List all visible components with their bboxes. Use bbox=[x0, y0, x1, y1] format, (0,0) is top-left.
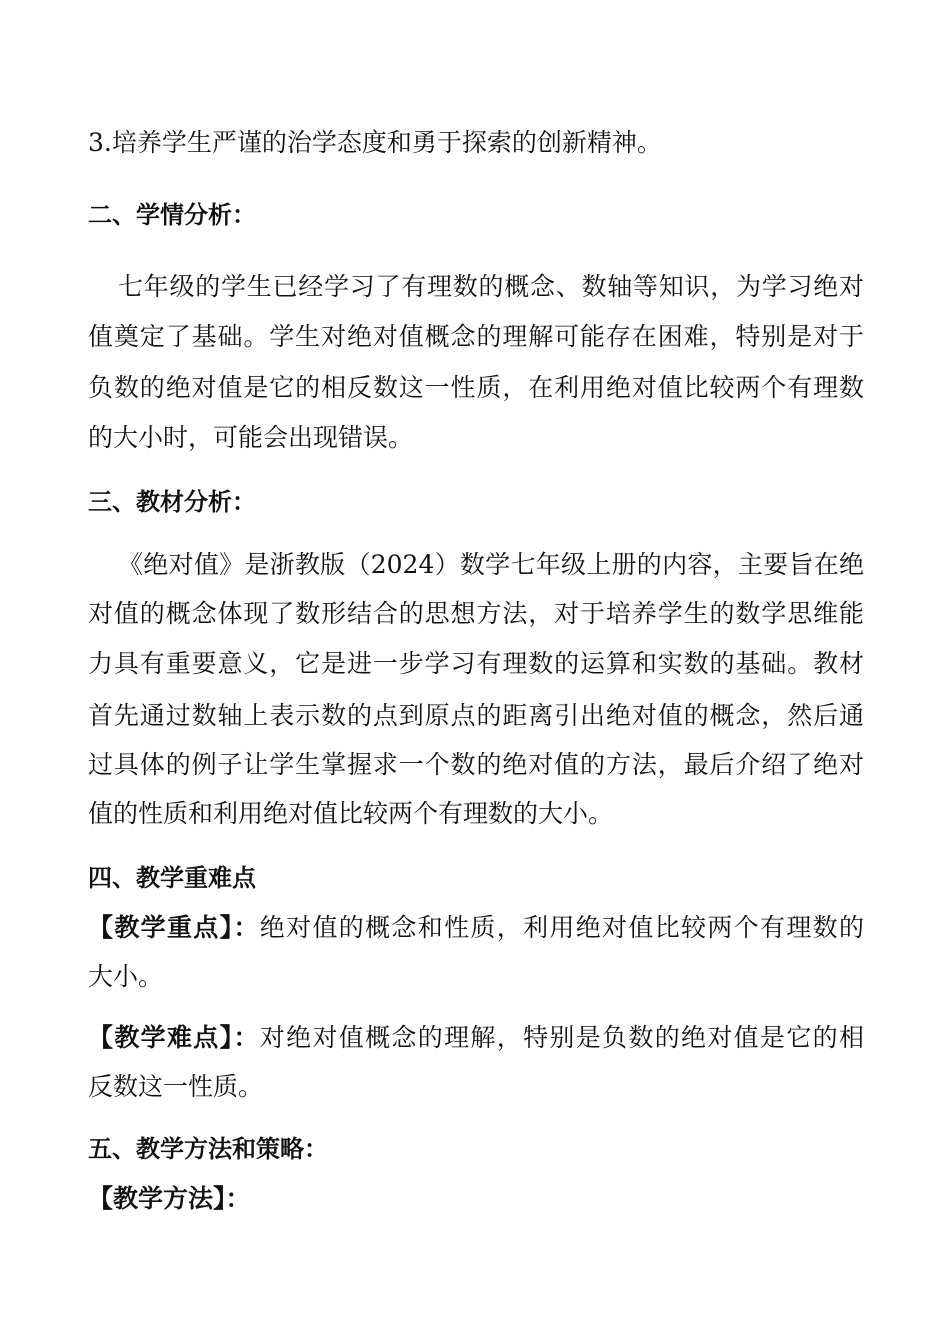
paragraph-line: 值奠定了基础。学生对绝对值概念的理解可能存在困难，特别是对于 bbox=[88, 322, 864, 351]
key-point-line bbox=[88, 911, 864, 945]
paragraph-line: 的大小时，可能会出现错误。 bbox=[88, 423, 414, 452]
difficult-point-text: 对绝对值概念的理解，特别是负数的绝对值是它的相 bbox=[259, 1023, 864, 1052]
paragraph-line: 力具有重要意义，它是进一步学习有理数的运算和实数的基础。教材 bbox=[88, 649, 864, 678]
paragraph-line: 对值的概念体现了数形结合的思想方法，对于培养学生的数学思维能 bbox=[88, 599, 864, 628]
key-point-text: 绝对值的概念和性质，利用绝对值比较两个有理数的 bbox=[259, 913, 864, 942]
objective-item-3: 3.培养学生严谨的治学态度和勇于探索的创新精神。 bbox=[88, 128, 662, 157]
section-heading-textbook-analysis: 三、教材分析： bbox=[88, 488, 256, 516]
key-point-label: 【教学重点】： bbox=[88, 913, 260, 942]
section-heading-methods-strategies: 五、教学方法和策略： bbox=[88, 1135, 328, 1163]
paragraph-line: 过具体的例子让学生掌握求一个数的绝对值的方法，最后介绍了绝对 bbox=[88, 750, 864, 779]
section-heading-key-difficult-points: 四、教学重难点 bbox=[88, 864, 256, 892]
difficult-point-line bbox=[88, 1021, 864, 1055]
paragraph-line: 《绝对值》是浙教版（2024）数学七年级上册的内容，主要旨在绝 bbox=[118, 550, 864, 579]
key-point-continuation: 大小。 bbox=[88, 962, 164, 991]
methods-label: 【教学方法】： bbox=[88, 1184, 251, 1213]
difficult-point-continuation: 反数这一性质。 bbox=[88, 1072, 264, 1101]
paragraph-line: 值的性质和利用绝对值比较两个有理数的大小。 bbox=[88, 799, 614, 828]
paragraph-line: 首先通过数轴上表示数的点到原点的距离引出绝对值的概念，然后通 bbox=[88, 701, 864, 730]
difficult-point-label: 【教学难点】： bbox=[88, 1023, 260, 1052]
section-heading-learner-analysis: 二、学情分析： bbox=[88, 201, 256, 229]
paragraph-line: 七年级的学生已经学习了有理数的概念、数轴等知识，为学习绝对 bbox=[118, 272, 864, 301]
paragraph-line: 负数的绝对值是它的相反数这一性质，在利用绝对值比较两个有理数 bbox=[88, 373, 864, 402]
